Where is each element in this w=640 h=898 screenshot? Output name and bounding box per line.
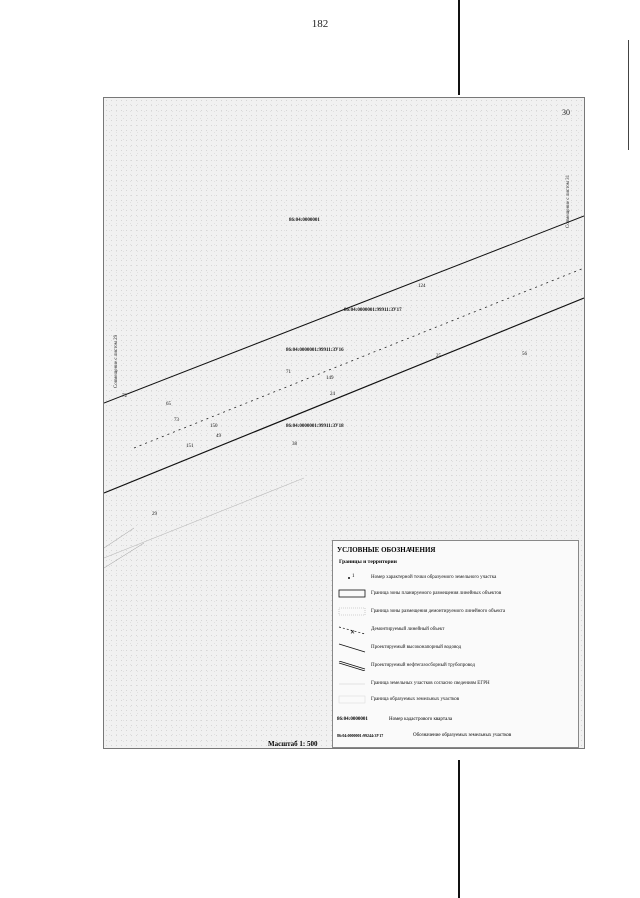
point-label: 73 [174, 418, 179, 423]
page-number: 182 [311, 18, 329, 30]
legend-quarter-sample: 86:04:0000001 [337, 717, 368, 722]
svg-text:✕: ✕ [350, 630, 356, 635]
sheet-number: 30 [562, 108, 570, 117]
map-scale: Масштаб 1: 500 [268, 740, 318, 748]
point-label: 124 [418, 284, 426, 289]
double-line-symbol-icon [337, 661, 367, 671]
point-label: 149 [326, 376, 334, 381]
legend-subtitle: Границы и территории [339, 559, 397, 565]
parcel-label-zu16: 86:04:0000001:99911:ЗУ16 [286, 348, 344, 353]
point-label: 72 [122, 394, 127, 399]
point-label: 49 [216, 434, 221, 439]
parcel-label-zu18: 86:04:0000001:99911:ЗУ18 [286, 424, 344, 429]
point-label: 150 [210, 424, 218, 429]
box-symbol-icon [337, 589, 367, 599]
pipeline-lower [104, 298, 584, 493]
quarter-label: 86:04:0000001 [289, 218, 320, 223]
legend-item: ✕ Демонтируемый линейный объект [337, 625, 577, 635]
parcel-label-zu17: 86:04:0000001:99911:ЗУ17 [344, 308, 402, 313]
legend-item: Проектируемый нефтегазосборный трубопровод [337, 661, 577, 671]
side-label-left: Совмещение с листом 29 [114, 334, 119, 388]
legend-item: 1 Номер характерной точки образуемого земельного участка [337, 573, 577, 583]
point-label: 56 [522, 352, 527, 357]
point-label: 65 [166, 402, 171, 407]
legend-item: Граница земельных участков согласно сведениям ЕГРН [337, 679, 577, 689]
faint-box-symbol-icon [337, 695, 367, 705]
legend-item: Проектируемый высоконапорный водовод [337, 643, 577, 653]
legend-parcel-text: Обозначение образуемых земельных участков [413, 733, 512, 738]
point-label: 25 [436, 354, 441, 359]
dotted-box-symbol-icon [337, 607, 367, 617]
point-label: 38 [292, 442, 297, 447]
point-label: 151 [186, 444, 194, 449]
fold-mark-top [458, 0, 460, 95]
fold-mark-bottom [458, 760, 460, 898]
svg-text:1: 1 [352, 574, 355, 579]
point-label: 71 [286, 370, 291, 375]
legend-item: Граница зоны размещения демонтируемого линейного объекта [337, 607, 577, 617]
legend-parcel-row [337, 731, 577, 741]
fold-mark-right [628, 40, 629, 150]
hatch-1 [104, 528, 134, 548]
legend-item: Граница образуемых земельных участков [337, 695, 577, 705]
legend-quarter-text: Номер кадастрового квартала [389, 717, 453, 722]
line-symbol-icon [337, 643, 367, 653]
dismantled-line [134, 268, 584, 448]
faint-line-symbol-icon [337, 679, 367, 689]
point-label: 29 [152, 512, 157, 517]
point-label: 24 [330, 392, 335, 397]
map-legend [332, 540, 579, 748]
point-symbol-icon [337, 573, 367, 583]
legend-quarter-row [337, 715, 577, 725]
faint-boundary [104, 478, 304, 558]
legend-parcel-sample: 86:04:0000001:99244:ЗУ17 [337, 733, 384, 738]
side-label-right: Совмещение с листом 31 [566, 174, 571, 228]
legend-title: УСЛОВНЫЕ ОБОЗНАЧЕНИЯ [337, 546, 436, 554]
cross-dash-symbol-icon [337, 625, 367, 635]
legend-item: Граница зоны планируемого размещения линейных объектов [337, 589, 577, 599]
cadastral-map [103, 97, 585, 749]
